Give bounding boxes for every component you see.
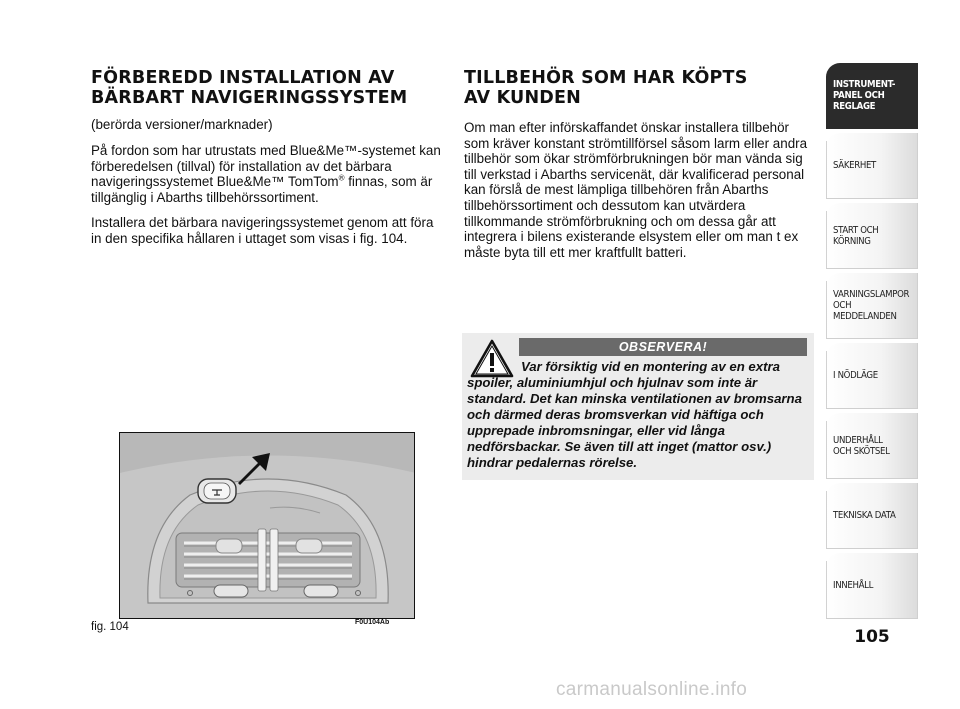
tab-starting-driving[interactable] bbox=[826, 203, 918, 269]
tab-label: INNEHÅLL bbox=[833, 580, 874, 591]
dashboard-vent-illustration bbox=[120, 433, 415, 619]
section-heading-navigation bbox=[91, 68, 443, 108]
tab-label: UNDERHÅLL OCH SKÖTSEL bbox=[833, 434, 890, 457]
tab-instrument-panel[interactable] bbox=[826, 63, 918, 129]
tab-label: VARNINGSLAMPOR OCH MEDDELANDEN bbox=[833, 289, 910, 322]
warning-box bbox=[462, 333, 814, 480]
warning-text: Var försiktig vid en montering av en extra spoiler, aluminiumhjul och hjulnav som inte är standard. Det kan minska ventilationen av bromsarna och därmed deras bromsverkan vid häftiga och upprepade inbromsningar, eller vid långa nedförsbackar. Se även till att inget (mattor osv.) hindrar pedalernas rörelse. bbox=[467, 359, 802, 470]
heading-line-1: TILLBEHÖR SOM HAR KÖPTS bbox=[464, 68, 748, 88]
tab-label: TEKNISKA DATA bbox=[833, 510, 896, 521]
figure-dashboard-vent bbox=[119, 432, 415, 619]
figure-caption: fig. 104 bbox=[91, 621, 129, 633]
registered-mark: ® bbox=[338, 173, 345, 183]
paragraph-bluetooth-part1: På fordon som har utrustats med Blue&Me™-systemet kan förberedelsen (tillval) för installation av det bärbara navigeringssystemet Blue&Me™ TomTom bbox=[91, 143, 441, 190]
tab-label: START OCH KÖRNING bbox=[833, 224, 879, 247]
section-heading-accessories bbox=[464, 68, 816, 108]
tab-emergency[interactable] bbox=[826, 343, 918, 409]
heading-line-2: BÄRBART NAVIGERINGSSYSTEM bbox=[91, 88, 408, 108]
page-number: 105 bbox=[854, 627, 890, 647]
tab-contents[interactable] bbox=[826, 553, 918, 619]
tab-label: I NÖDLÄGE bbox=[833, 370, 878, 381]
heading-line-1: FÖRBEREDD INSTALLATION AV bbox=[91, 68, 395, 88]
tab-label: SÄKERHET bbox=[833, 160, 876, 171]
paragraph-bluetooth-part2: finnas, som är tillgänglig i Abarths tillbehörssortiment. bbox=[91, 174, 433, 205]
warning-title: OBSERVERA! bbox=[519, 338, 807, 356]
tab-warning-lights[interactable] bbox=[826, 273, 918, 339]
tab-label: INSTRUMENT- PANEL OCH REGLAGE bbox=[833, 79, 896, 112]
paragraph-accessories: Om man efter införskaffandet önskar installera tillbehör som kräver konstant strömtillförsel såsom larm eller andra tillbehör som ökar strömförbrukningen bör man vända sig till verkstad i Abarths servicenät, där kvalificerad personal kan förslå de mest lämpliga tillbehören från Abarths tillbehörssortiment och dessutom kan utvärdera tillkommande strömförbrukning och om dessa går att integrera i bilens existerande elsystem eller om man t ex måste byta till ett mer kraftfullt batteri. bbox=[464, 120, 808, 260]
heading-line-2: AV KUNDEN bbox=[464, 88, 582, 108]
tab-technical-data[interactable] bbox=[826, 483, 918, 549]
watermark: carmanualsonline.info bbox=[556, 679, 748, 700]
figure-code: F0U104Ab bbox=[355, 619, 390, 626]
tab-maintenance[interactable] bbox=[826, 413, 918, 479]
tab-safety[interactable] bbox=[826, 133, 918, 199]
chapter-sidebar bbox=[826, 63, 918, 619]
paragraph-bluetooth bbox=[91, 143, 443, 205]
paragraph-install: Installera det bärbara navigeringssystemet genom att föra in den specifika hållaren i uttaget som visas i fig. 104. bbox=[91, 215, 434, 246]
versions-note: (berörda versioner/marknader) bbox=[91, 117, 273, 132]
left-column bbox=[91, 68, 443, 247]
middle-column bbox=[464, 68, 816, 260]
